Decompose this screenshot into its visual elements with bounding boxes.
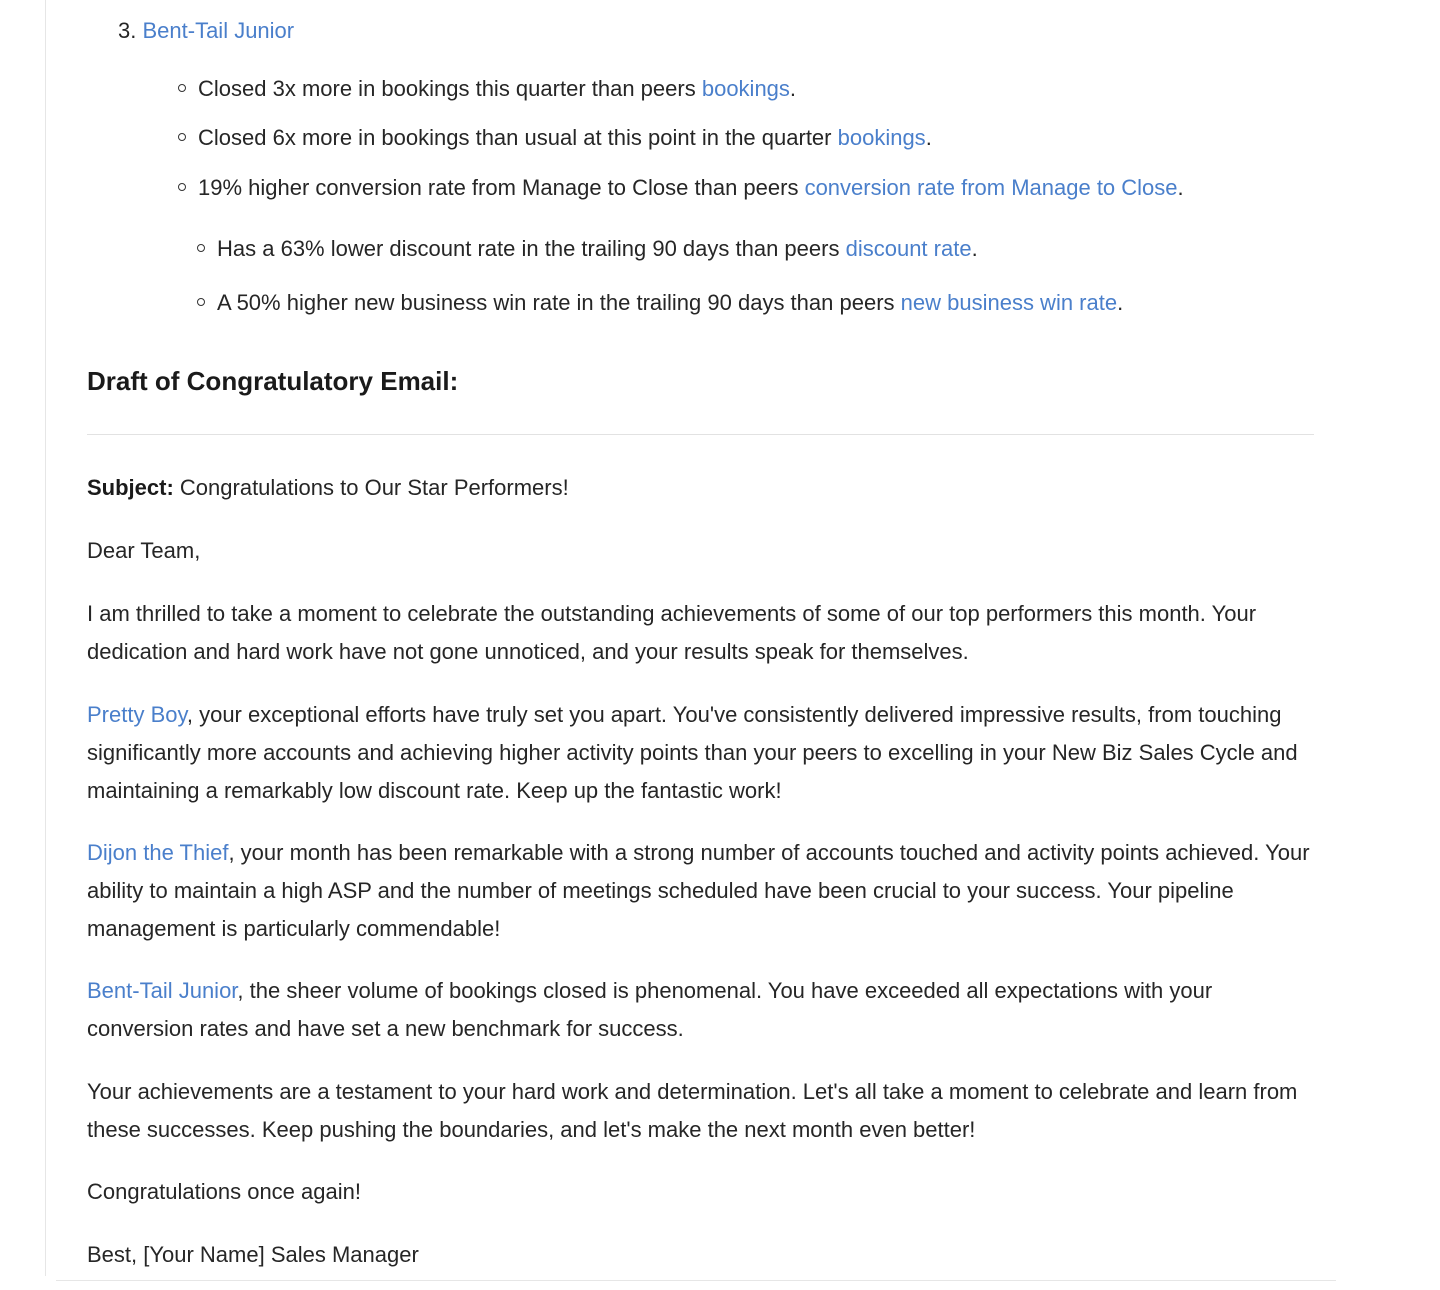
metric-link-discount-rate[interactable]: discount rate <box>845 236 972 261</box>
email-draft-heading: Draft of Congratulatory Email: <box>87 366 459 396</box>
bullet-period: . <box>1177 175 1184 200</box>
bullet-period: . <box>789 76 797 101</box>
bullet-text: A 50% higher new business win rate in the trailing 90 days than peers <box>217 290 901 315</box>
bullet-text: Closed 6x more in bookings than usual at this point in the quarter <box>198 125 838 150</box>
email-subject-line <box>87 469 1317 507</box>
bullet-circle-icon <box>197 244 205 252</box>
email-greeting: Dear Team, <box>87 538 201 563</box>
email-congrats-line: Congratulations once again! <box>87 1179 361 1204</box>
bullet-period: . <box>1117 290 1124 315</box>
subject-label: Subject: <box>87 475 174 500</box>
subject-text: Congratulations to Our Star Performers! <box>173 475 569 500</box>
metric-link-bookings[interactable]: bookings <box>701 76 790 101</box>
metric-link-win-rate[interactable]: new business win rate <box>900 290 1118 315</box>
section-divider <box>87 434 1314 435</box>
email-paragraph-pretty-boy <box>87 696 1317 810</box>
metric-link-conversion-rate[interactable]: conversion rate from Manage to Close <box>804 175 1178 200</box>
metric-bullet <box>178 124 932 152</box>
metric-bullet <box>178 75 796 103</box>
bullet-period: . <box>925 125 932 150</box>
email-intro-paragraph: I am thrilled to take a moment to celebrate the outstanding achievements of some of our top performers this month. Your dedication and hard work have not gone unnoticed, and your results speak for themselves. <box>87 601 1257 664</box>
metric-bullet <box>197 235 978 263</box>
list-number: 3. <box>118 18 137 43</box>
bullet-period: . <box>971 236 978 261</box>
content-frame-left-border <box>45 0 46 1276</box>
bullet-circle-icon <box>178 84 186 92</box>
bullet-text: 19% higher conversion rate from Manage to Close than peers <box>198 175 805 200</box>
bullet-circle-icon <box>178 183 186 191</box>
numbered-list-item-3 <box>118 17 294 45</box>
email-achievements-paragraph: Your achievements are a testament to your hard work and determination. Let's all take a moment to celebrate and learn from these successes. Keep pushing the boundaries, and let's make the next month even better! <box>87 1079 1298 1142</box>
bullet-text: Closed 3x more in bookings this quarter than peers <box>198 76 702 101</box>
email-paragraph-dijon <box>87 834 1317 948</box>
paragraph-text: , the sheer volume of bookings closed is phenomenal. You have exceeded all expectations with your conversion rates and have set a new benchmark for success. <box>87 978 1213 1041</box>
paragraph-text: , your month has been remarkable with a strong number of accounts touched and activity points achieved. Your ability to maintain a high ASP and the number of meetings scheduled have been crucial to your success. Your pipeline management is particularly commendable! <box>87 840 1310 941</box>
bullet-text: Has a 63% lower discount rate in the trailing 90 days than peers <box>217 236 846 261</box>
paragraph-text: , your exceptional efforts have truly set you apart. You've consistently delivered impressive results, from touching significantly more accounts and achieving higher activity points than your peers to excelling in your New Biz Sales Cycle and maintaining a remarkably low discount rate. Keep up the fantastic work! <box>87 702 1298 803</box>
metric-bullet <box>197 289 1123 317</box>
rep-link-bent-tail-junior[interactable]: Bent-Tail Junior <box>87 978 238 1003</box>
bullet-circle-icon <box>178 133 186 141</box>
rep-link-bent-tail-junior[interactable]: Bent-Tail Junior <box>142 18 295 43</box>
email-paragraph-bent-tail <box>87 972 1317 1048</box>
bullet-circle-icon <box>197 298 205 306</box>
email-signoff: Best, [Your Name] Sales Manager <box>87 1242 419 1267</box>
rep-link-dijon-the-thief[interactable]: Dijon the Thief <box>87 840 229 865</box>
metric-bullet <box>178 174 1184 202</box>
metric-link-bookings[interactable]: bookings <box>837 125 926 150</box>
content-frame-bottom-border <box>56 1280 1336 1281</box>
rep-link-pretty-boy[interactable]: Pretty Boy <box>87 702 187 727</box>
